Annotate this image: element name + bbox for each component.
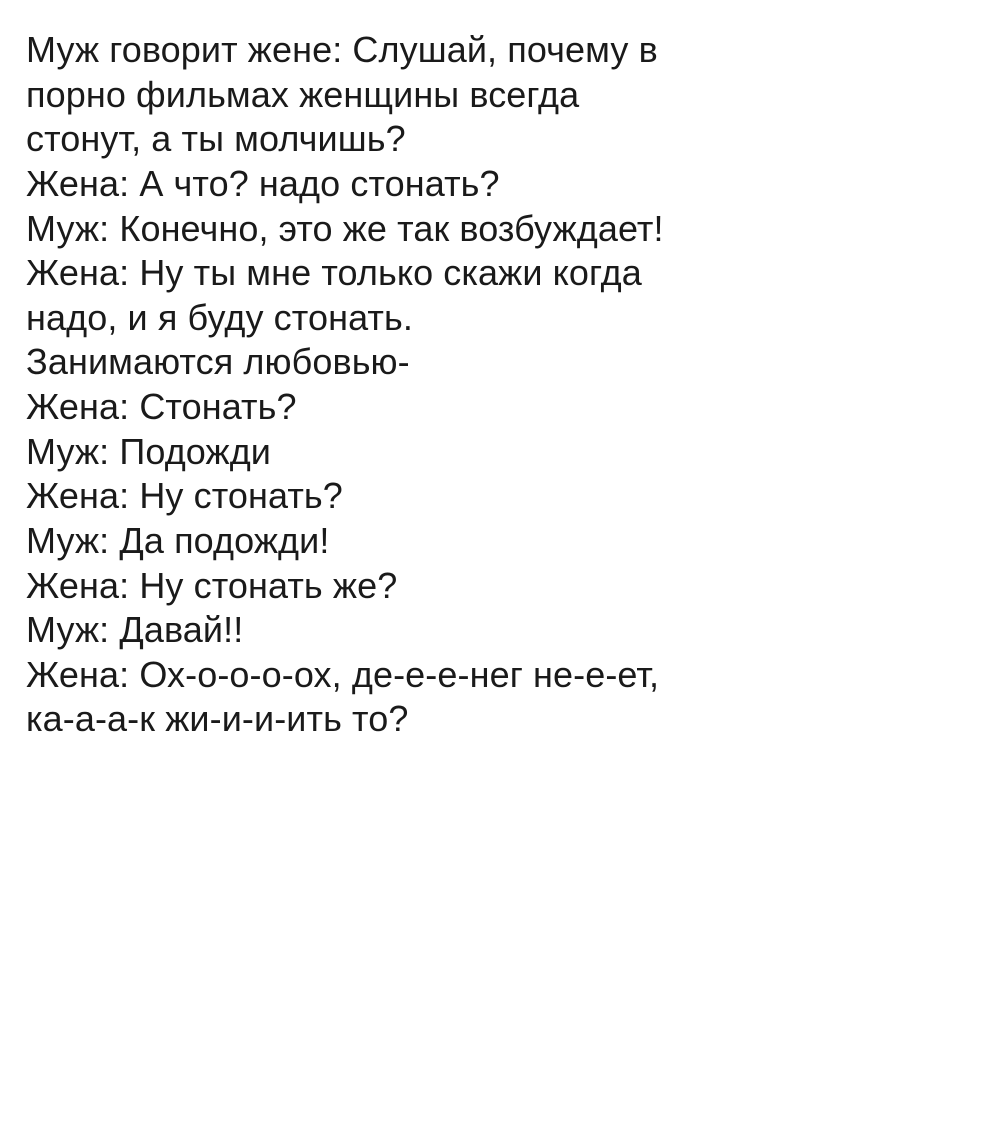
joke-line: надо, и я буду стонать. — [26, 296, 413, 338]
joke-line: Жена: Ну стонать же? — [26, 564, 398, 606]
joke-line: Муж говорит жене: Слушай, почему в — [26, 29, 658, 70]
joke-line: Муж: Давай!! — [26, 609, 244, 651]
joke-line: Жена: Ох-о-о-о-ох, де-е-е-нег не-е-ет, — [26, 653, 660, 695]
joke-line: ка-а-а-к жи-и-и-ить то? — [26, 698, 409, 740]
joke-line: Муж: Конечно, это же так возбуждает! — [26, 207, 664, 249]
joke-line: Жена: Ну ты мне только скажи когда — [26, 252, 642, 294]
joke-line: Жена: Ну стонать? — [26, 475, 343, 517]
joke-line: Муж: Да подожди! — [26, 519, 330, 561]
joke-text-block — [26, 28, 955, 742]
joke-line: стонут, а ты молчишь? — [26, 118, 406, 160]
joke-line: Жена: А что? надо стонать? — [26, 162, 500, 204]
joke-line: порно фильмах женщины всегда — [26, 73, 580, 115]
joke-line: Занимаются любовью- — [26, 341, 410, 383]
joke-line: Жена: Стонать? — [26, 386, 297, 427]
joke-line: Муж: Подожди — [26, 430, 272, 472]
